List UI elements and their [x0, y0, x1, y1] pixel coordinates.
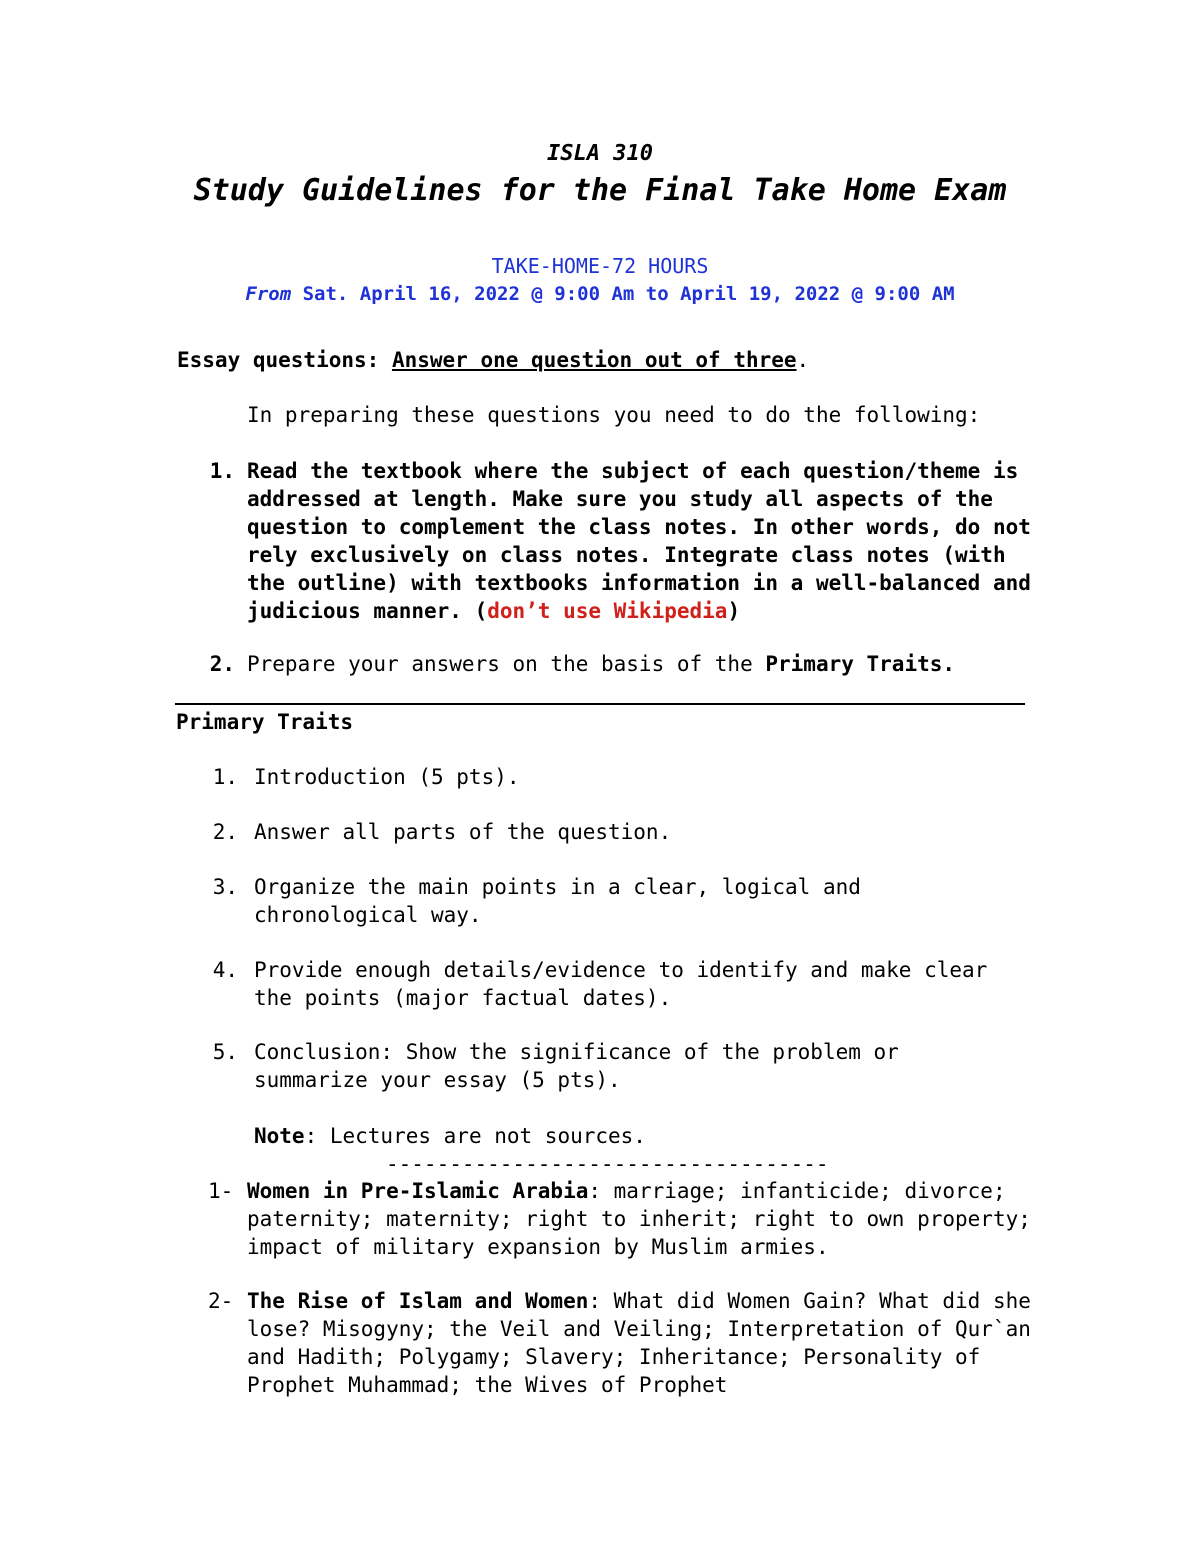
- note-label: Note: [254, 1124, 305, 1148]
- trait-number: 1.: [212, 765, 238, 789]
- course-code: ISLA 310: [547, 141, 653, 166]
- preparing-intro: In preparing these questions you need to do the following:: [247, 403, 981, 427]
- essay-period: .: [796, 348, 810, 372]
- trait-number: 3.: [212, 875, 238, 899]
- step-number: 2.: [209, 652, 235, 676]
- essay-instruction: [177, 346, 809, 374]
- primary-traits-heading: Primary Traits: [176, 710, 354, 734]
- question-number: 2-: [208, 1289, 234, 1313]
- question-text: [247, 1177, 1037, 1261]
- trait-text: Conclusion: Show the significance of the problem or summarize your essay (5 pts).: [254, 1040, 899, 1092]
- question-text: [247, 1287, 1037, 1399]
- note: [254, 1122, 646, 1150]
- exam-duration: TAKE-HOME-72 HOURS: [491, 254, 709, 278]
- trait-text: Organize the main points in a clear, logical and chronological way.: [254, 875, 861, 927]
- dates-from: From: [245, 283, 292, 305]
- exam-dates: [0, 280, 1200, 308]
- trait-text: Answer all parts of the question.: [254, 820, 672, 844]
- page-title: Study Guidelines for the Final Take Home Exam: [193, 173, 1007, 208]
- dates-range: Sat. April 16, 2022 @ 9:00 Am to April 19, 2022 @ 9:00 AM: [302, 283, 955, 305]
- question-number: 1-: [208, 1179, 234, 1203]
- question-1-title: Women in Pre-Islamic Arabia: [247, 1179, 589, 1203]
- step-text: [247, 457, 1037, 625]
- question-2-title: The Rise of Islam and Women: [247, 1289, 589, 1313]
- step-2-text: Prepare your answers on the basis of the: [247, 652, 766, 676]
- trait-text: Provide enough details/evidence to identify and make clear the points (major factual dates).: [254, 958, 988, 1010]
- essay-answer: Answer one question out of three: [391, 348, 797, 372]
- trait-number: 4.: [212, 958, 238, 982]
- essay-label: Essay questions:: [177, 348, 380, 372]
- wikipedia-warning: don’t use Wikipedia: [487, 599, 728, 623]
- question-1-body: : marriage; infanticide; divorce; paternity; maternity; right to inherit; right to own property; impact of military expansion by Muslim armies.: [247, 1179, 1031, 1259]
- step-2-bold: Primary Traits.: [765, 652, 956, 676]
- trait-number: 5.: [212, 1040, 238, 1064]
- trait-number: 2.: [212, 820, 238, 844]
- step-1-text: Read the textbook where the subject of each question/theme is addressed at length. Make sure you study all aspects of the question to complement the class notes. In other words, do not rely exclusively on class notes. Integrate class notes (with the outline) with textbooks information in a well-balanced and judicious manner. (: [247, 459, 1031, 623]
- step-1-close: ): [727, 599, 741, 623]
- step-text: [247, 650, 1037, 678]
- question-2-body: : What did Women Gain? What did she lose? Misogyny; the Veil and Veiling; Interpretation of Qur`an and Hadith; Polygamy; Slavery; Inheritance; Personality of Prophet Muhammad; the Wives of Prophet: [247, 1289, 1031, 1397]
- trait-text: Introduction (5 pts).: [254, 765, 520, 789]
- section-divider: [175, 703, 1025, 705]
- note-text: : Lectures are not sources.: [304, 1124, 646, 1148]
- dashed-divider: -----------------------------------: [386, 1152, 829, 1176]
- step-number: 1.: [209, 459, 235, 483]
